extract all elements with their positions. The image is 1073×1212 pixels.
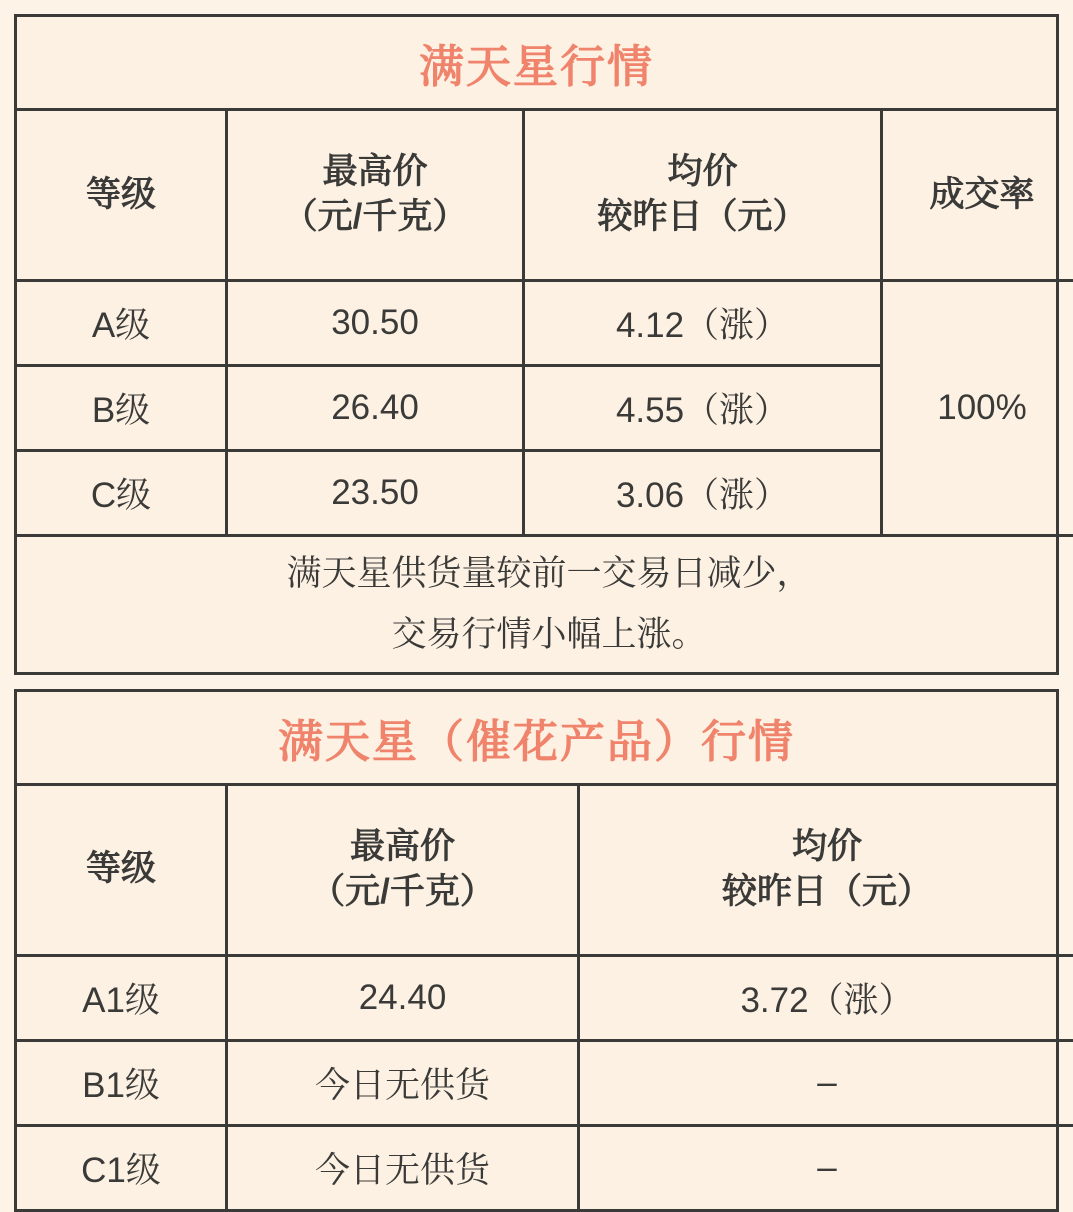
note-row — [17, 536, 1073, 672]
cell-average-price: – — [579, 1125, 1073, 1209]
cell-grade: A1级 — [17, 955, 227, 1040]
cell-average-price: – — [579, 1040, 1073, 1125]
header-highest-price-line2: （元/千克） — [230, 195, 520, 240]
table-header-row — [17, 111, 1073, 281]
header-highest-price-line1: 最高价 — [230, 150, 520, 195]
cell-highest-price: 今日无供货 — [227, 1040, 579, 1125]
section-manxingtian-quotes — [14, 14, 1059, 675]
cell-average-price: 3.72（涨） — [579, 955, 1073, 1040]
header-average-price-line2: 较昨日（元） — [582, 870, 1072, 915]
section1-title: 满天星行情 — [419, 30, 654, 95]
header-highest-price-line1: 最高价 — [230, 825, 575, 870]
header-grade: 等级 — [17, 111, 227, 281]
cell-highest-price: 24.40 — [227, 955, 579, 1040]
table-row — [17, 1125, 1073, 1209]
cell-average-price: 3.06（涨） — [524, 451, 882, 536]
table-row — [17, 955, 1073, 1040]
header-highest-price — [227, 111, 524, 281]
cell-grade: A级 — [17, 281, 227, 366]
cell-average-price: 4.12（涨） — [524, 281, 882, 366]
cell-highest-price: 23.50 — [227, 451, 524, 536]
section1-price-table — [17, 111, 1073, 672]
table-row — [17, 281, 1073, 366]
table-row — [17, 1040, 1073, 1125]
section1-note-line1: 满天星供货量较前一交易日减少， — [19, 543, 1073, 604]
header-average-price — [524, 111, 882, 281]
header-average-price-line1: 均价 — [582, 825, 1072, 870]
section-divider — [14, 675, 1059, 689]
cell-highest-price: 今日无供货 — [227, 1125, 579, 1209]
header-transaction-rate: 成交率 — [882, 111, 1073, 281]
cell-transaction-rate: 100% — [882, 281, 1073, 536]
header-highest-price — [227, 786, 579, 956]
cell-grade: C1级 — [17, 1125, 227, 1209]
cell-grade: B级 — [17, 366, 227, 451]
section2-title-row — [17, 692, 1056, 786]
cell-highest-price: 30.50 — [227, 281, 524, 366]
section1-title-row — [17, 17, 1056, 111]
cell-grade: B1级 — [17, 1040, 227, 1125]
header-average-price-line1: 均价 — [527, 150, 878, 195]
section1-note-line2: 交易行情小幅上涨。 — [19, 604, 1073, 665]
header-highest-price-line2: （元/千克） — [230, 870, 575, 915]
table-header-row — [17, 786, 1073, 956]
cell-average-price: 4.55（涨） — [524, 366, 882, 451]
cell-highest-price: 26.40 — [227, 366, 524, 451]
cell-grade: C级 — [17, 451, 227, 536]
header-grade: 等级 — [17, 786, 227, 956]
section-manxingtian-forced-flower-quotes — [14, 689, 1059, 1212]
header-average-price-line2: 较昨日（元） — [527, 195, 878, 240]
section2-title: 满天星（催花产品）行情 — [278, 705, 795, 770]
section1-note — [17, 536, 1073, 672]
section2-price-table — [17, 786, 1073, 1209]
header-average-price — [579, 786, 1073, 956]
